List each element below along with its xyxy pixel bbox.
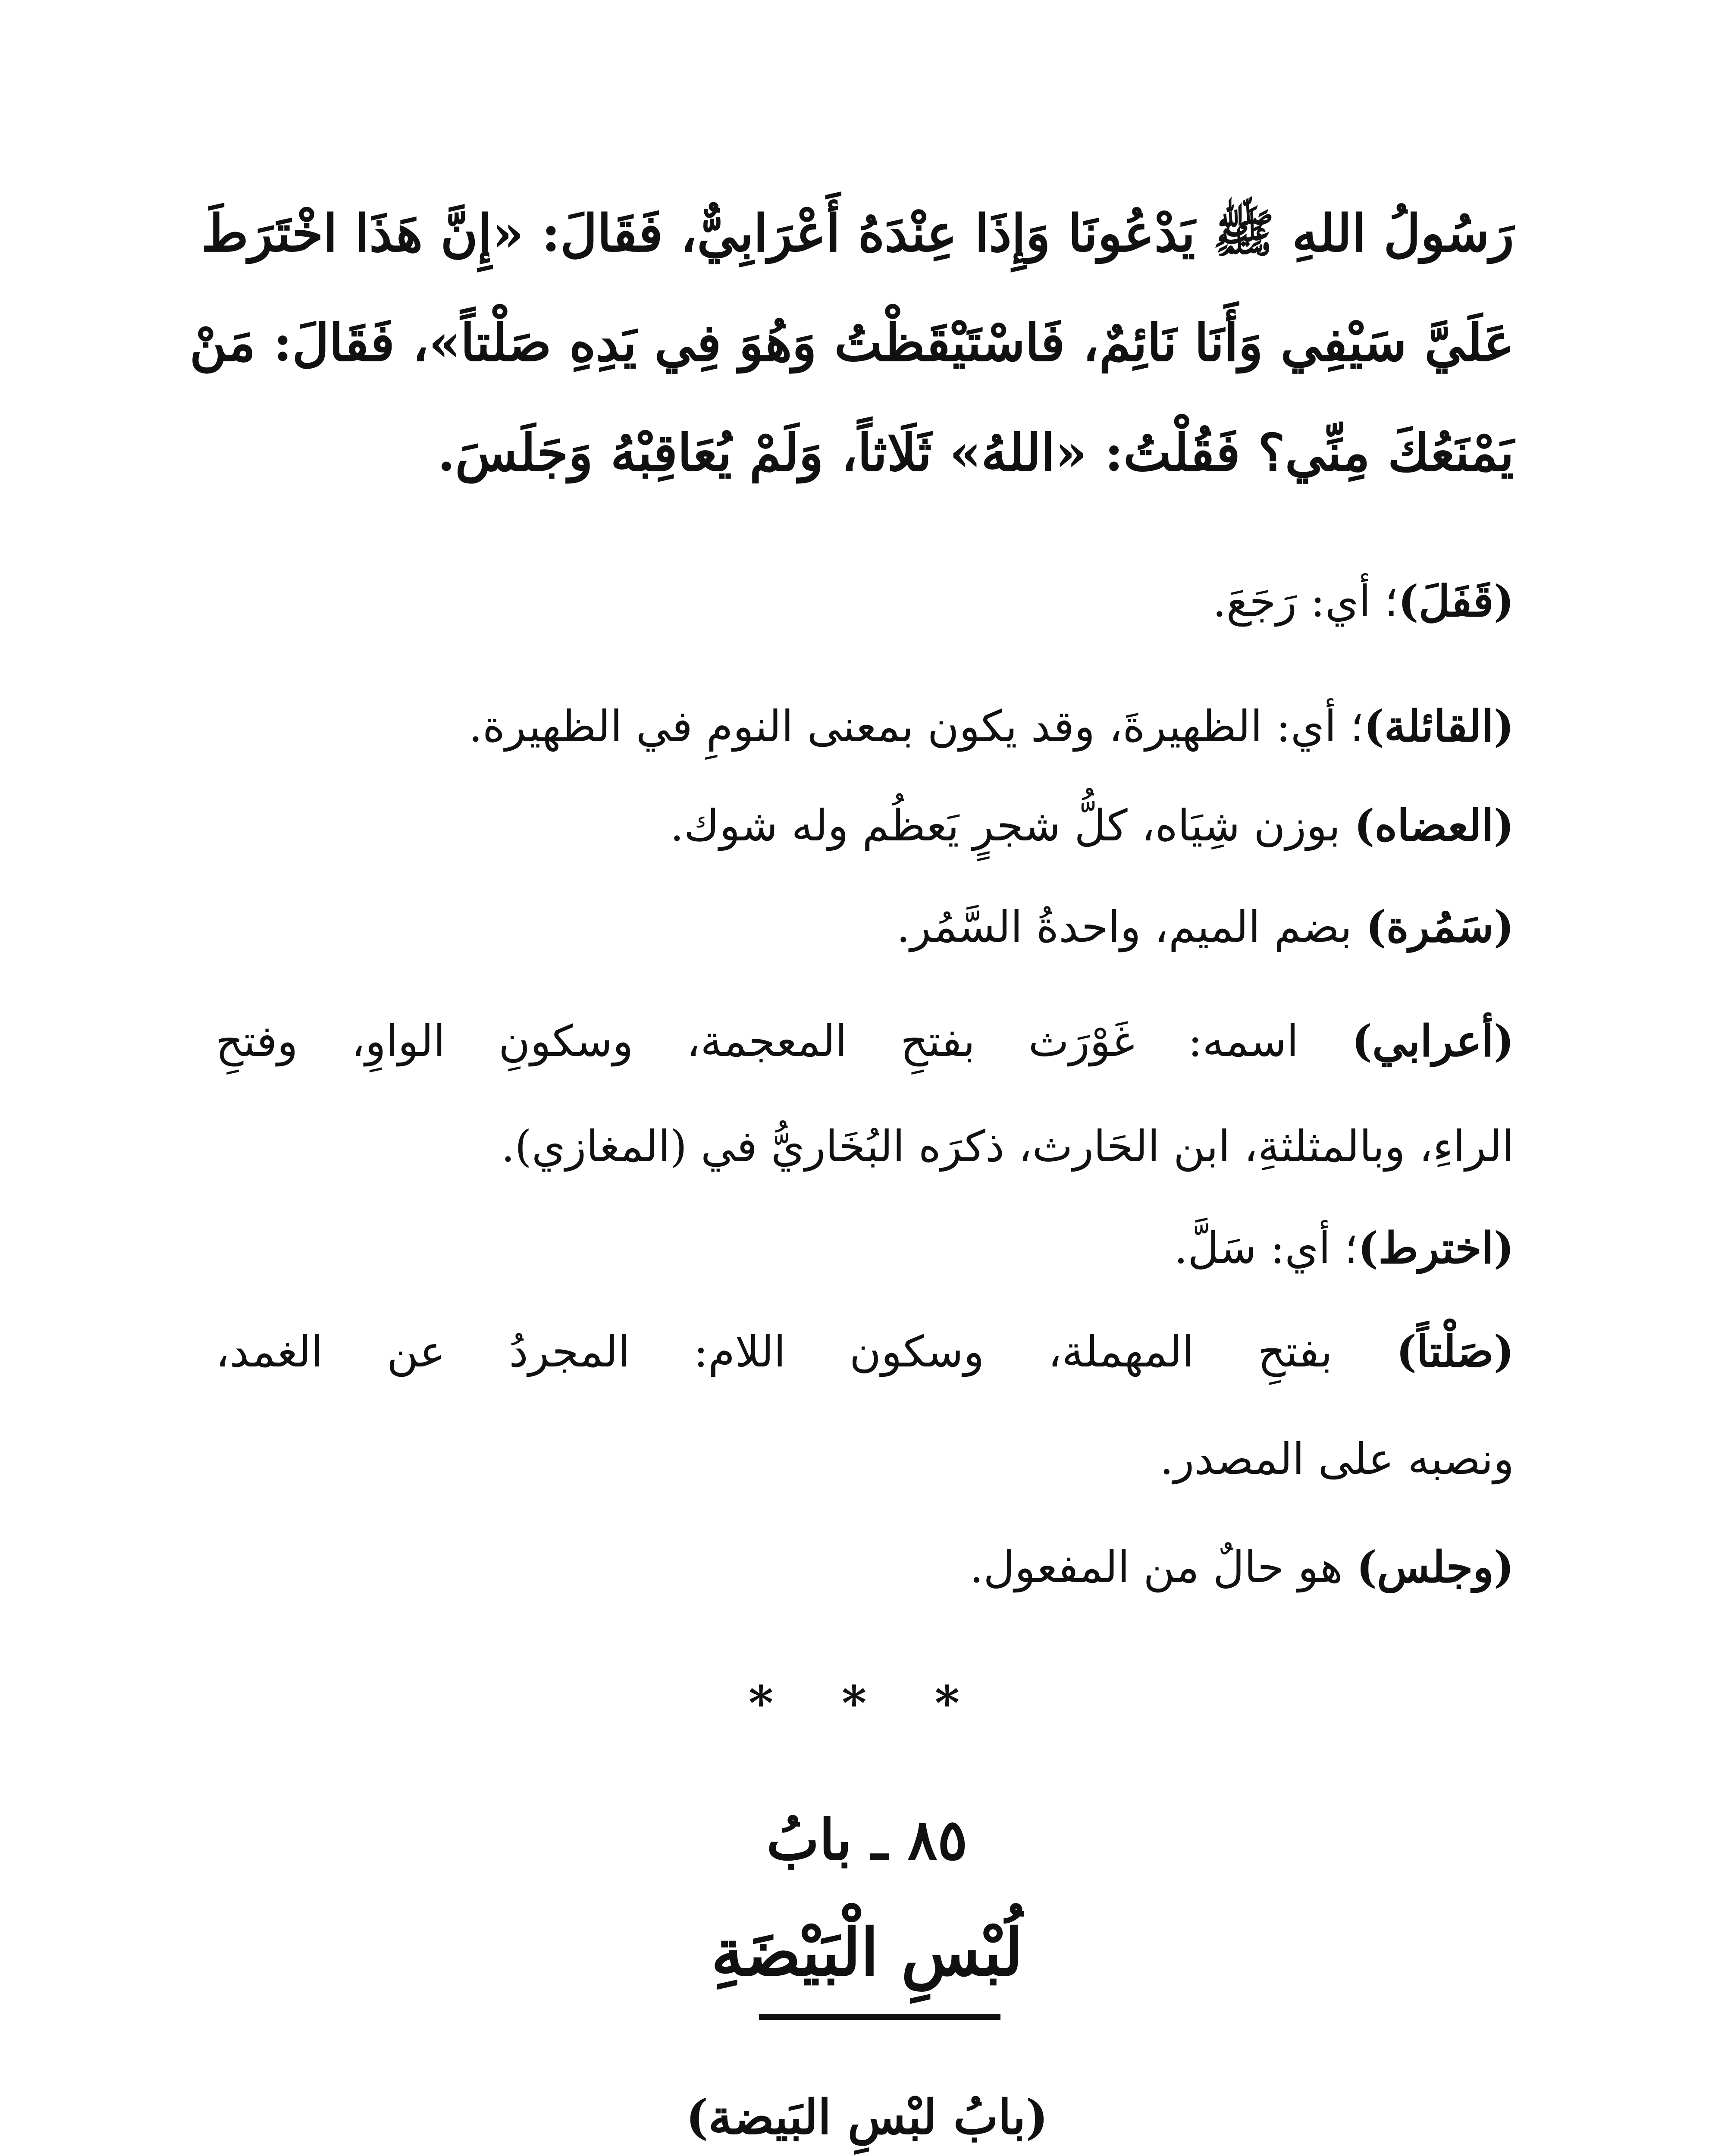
- note-ikhtarata: [1174, 1222, 1514, 1273]
- note-term: (سَمُرة): [1366, 901, 1514, 952]
- chapter-sub-heading: (بابُ لبْسِ البَيضة): [686, 2089, 1048, 2145]
- hadith-line-3: يَمْنَعُكَ مِنِّي؟ فَقُلْتُ: «اللهُ» ثَلَاثاً، وَلَمْ يُعَاقِبْهُ وَجَلَسَ.: [437, 423, 1514, 483]
- note-text: ؛ أي: الظهيرةَ، وقد يكون بمعنى النومِ في الظهيرة.: [469, 701, 1364, 752]
- note-text: ونصبه على المصدر.: [1160, 1434, 1514, 1484]
- chapter-title: لُبْسِ الْبَيْضَةِ: [711, 1915, 1023, 1990]
- section-separator: * * *: [748, 1675, 986, 1731]
- chapter-number: ٨٥ ـ بابُ: [766, 1807, 968, 1873]
- note-arabi-cont: [501, 1121, 1514, 1172]
- note-term: (أعرابي): [1351, 1015, 1514, 1066]
- note-text: هو حالٌ من المفعول.: [969, 1542, 1357, 1592]
- hadith-line-1: رَسُولُ اللهِ ﷺ يَدْعُونَا وَإِذَا عِنْدَهُ أَعْرَابِيٌّ، فَقَالَ: «إِنَّ هَذَا اخْتَرَطَ: [201, 203, 1514, 263]
- note-text: بضم الميم، واحدةُ السَّمُر.: [896, 902, 1366, 952]
- note-text: بفتحِ المهملة، وسكون اللام: المجردُ عن الغمد،: [216, 1326, 1396, 1377]
- note-term: (صَلْتاً): [1396, 1326, 1514, 1377]
- note-text: الراءِ، وبالمثلثةِ، ابن الحَارث، ذكرَه البُخَاريُّ في (المغازي).: [501, 1121, 1514, 1172]
- note-saltan: [216, 1326, 1514, 1377]
- hadith-line-2: عَلَيَّ سَيْفِي وَأَنَا نَائِمٌ، فَاسْتَيْقَظْتُ وَهُوَ فِي يَدِهِ صَلْتاً»، فَقَالَ: مَنْ: [189, 313, 1514, 373]
- note-term: (اخترط): [1358, 1222, 1514, 1273]
- note-term: (قَفَلَ): [1398, 576, 1514, 627]
- note-arabi: [216, 1015, 1514, 1066]
- chapter-title-underline: [759, 2014, 1000, 2020]
- note-text: بوزن شِيَاه، كلُّ شجرٍ يَعظُم وله شوك.: [670, 800, 1355, 851]
- note-idah: [670, 800, 1514, 851]
- note-text: ؛ أي: رَجَعَ.: [1213, 576, 1398, 627]
- note-qaila: [469, 701, 1514, 752]
- note-term: (القائلة): [1364, 701, 1514, 752]
- note-qafal: [1213, 576, 1514, 627]
- note-jalasa: [969, 1542, 1514, 1592]
- note-text: اسمه: غَوْرَث بفتحِ المعجمة، وسكونِ الواوِ، وفتحِ: [216, 1016, 1352, 1066]
- note-term: (وجلس): [1356, 1542, 1514, 1592]
- note-saltan-cont: [1160, 1434, 1514, 1484]
- note-text: ؛ أي: سَلَّ.: [1174, 1223, 1358, 1273]
- note-samura: [897, 901, 1514, 952]
- note-term: (العضاه): [1354, 800, 1514, 851]
